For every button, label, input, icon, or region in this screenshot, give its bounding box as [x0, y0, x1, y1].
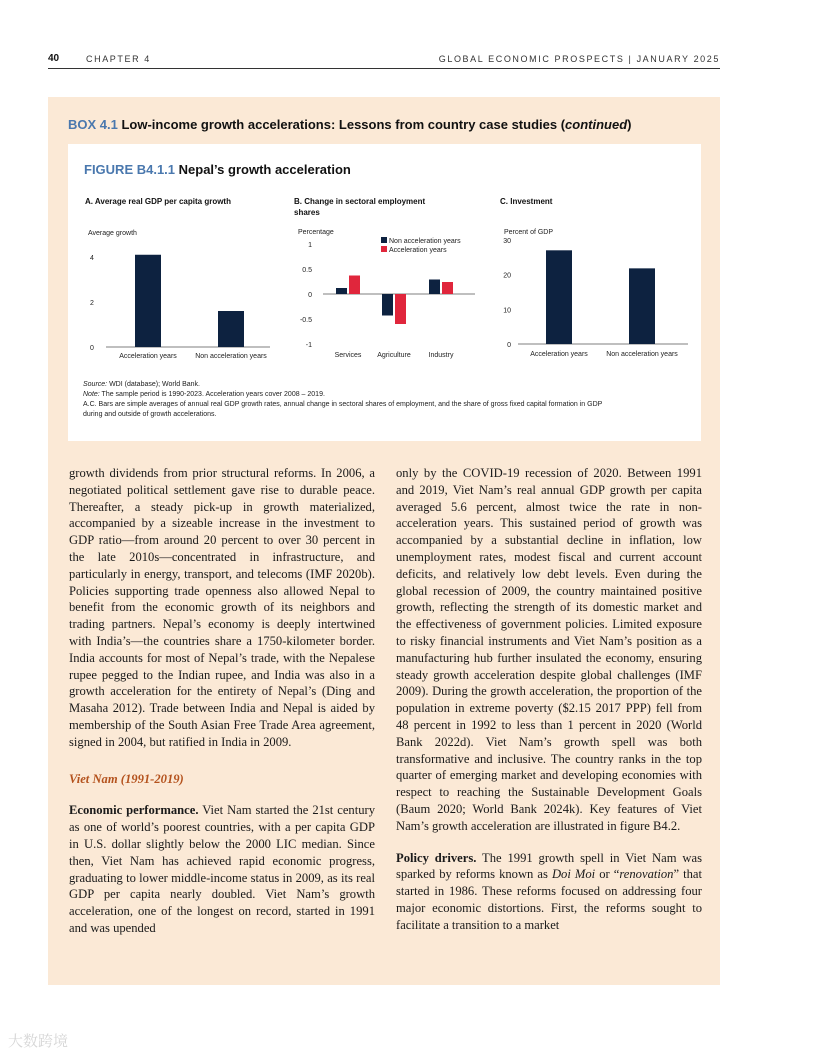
panel-b-xtick: Services	[334, 352, 362, 359]
box-title-continued: continued	[565, 117, 628, 132]
panel-c-xtick: Non acceleration years	[606, 351, 678, 358]
panel-a-ytick: 2	[90, 300, 94, 307]
left-paragraph-2-text: Viet Nam started the 21st century as one of world’s poorest countries, with a per capita GDP in U.S. dollar slightly below the 2000 LIC median. Since then, Viet Nam has achieved rapid economic progress, graduating to lower middle-income status in 2009, as its real GDP per capita nearly doubled. Viet Nam’s growth acceleration, one of the longest on record, started in 1991 and was upended	[69, 803, 376, 935]
panel-c-ytick: 0	[507, 342, 511, 349]
doi-moi-term: Doi Moi	[551, 867, 596, 882]
figure-source-notes	[83, 380, 693, 420]
panel-b-bar	[336, 288, 347, 294]
panel-b	[294, 197, 475, 359]
policy-text-c: ” that started in 1986. These reforms focused on addressing four major economic distortions. First, the reforms sought to facilitate a transition to a market	[396, 867, 702, 932]
renovation-term: renovation	[619, 867, 674, 882]
note-line-3: during and outside of growth accelerations.	[83, 411, 217, 418]
legend-non-acceleration: Non acceleration years	[389, 238, 461, 245]
policy-text-a: The 1991 growth spell in Viet Nam was sparked by reforms known as	[396, 850, 702, 882]
panel-a-xtick: Non acceleration years	[195, 353, 267, 360]
panel-c-bar	[546, 250, 572, 344]
panel-b-ylabel: Percentage	[298, 229, 334, 236]
panel-c-ylabel: Percent of GDP	[504, 229, 554, 236]
economic-performance-lead: Economic performance.	[69, 803, 199, 818]
panel-a-title: A. Average real GDP per capita growth	[85, 197, 231, 206]
panel-b-xtick: Industry	[428, 352, 454, 359]
legend-swatch-acceleration	[381, 246, 387, 252]
running-header	[48, 52, 720, 69]
panel-c-ytick: 20	[503, 272, 511, 280]
source-text: WDI (database); World Bank.	[107, 381, 200, 388]
watermark: 大数跨境	[8, 1032, 69, 1050]
panel-b-bar	[429, 280, 440, 295]
panel-a-ytick: 0	[90, 345, 94, 352]
panel-c-ytick: 30	[503, 237, 511, 245]
box-title	[68, 117, 631, 132]
panel-a	[85, 197, 270, 360]
note-label: Note:	[83, 391, 100, 398]
panel-b-ytick: 0	[308, 292, 312, 299]
legend-swatch-non-acceleration	[381, 237, 387, 243]
chapter-label: CHAPTER 4	[86, 54, 151, 64]
subhead-viet-nam: Viet Nam (1991-2019)	[69, 771, 184, 786]
page-number: 40	[48, 53, 60, 64]
right-paragraph-2	[396, 850, 702, 934]
panel-c-xtick: Acceleration years	[530, 351, 588, 358]
figure-title-text: Nepal’s growth acceleration	[175, 162, 351, 177]
panel-b-ytick: 0.5	[302, 267, 312, 274]
box-4-1	[48, 97, 720, 985]
left-paragraph-1: growth dividends from prior structural reforms. In 2006, a negotiated political settlement gave rise to durable peace. Thereafter, a steady pick-up in growth materialized, accompanied by a sizeable increase in the investment to GDP ratio—from around 20 percent to over 30 percent in the late 2010s—concentrated in infrastructure, and particularly in energy, transport, and telecoms (IMF 2020b). Policies supporting trade openness also allowed Nepal to benefit from the economic growth of its neighbors and trading partners. Nepal’s economy is deeply intertwined with India’s—the countries share a 1750-kilometer border. India accounts for most of Nepal’s trade, with the Nepalese rupee pegged to the Indian rupee, and India was also in a growth acceleration for the entirety of Nepal’s (Ding and Masaha 2012). Trade between India and Nepal is aided by membership of the South Asian Free Trade Area agreement, signed in 2004, but ratified in India in 2009.	[69, 466, 375, 749]
source-label: Source:	[83, 381, 108, 388]
panel-c	[500, 197, 688, 358]
panel-a-ylabel: Average growth	[88, 230, 137, 237]
publication-title: GLOBAL ECONOMIC PROSPECTS | JANUARY 2025	[438, 54, 720, 64]
panel-b-bar	[349, 276, 360, 295]
panel-b-bar	[442, 282, 453, 294]
panel-b-ytick: 1	[308, 242, 312, 249]
panel-b-title-line1: B. Change in sectoral employment	[294, 197, 426, 206]
box-title-close: )	[627, 117, 632, 132]
box-label: BOX 4.1	[68, 117, 118, 132]
left-paragraph-2	[69, 802, 375, 936]
panel-b-ytick: -0.5	[299, 317, 312, 324]
panel-c-title: C. Investment	[500, 197, 553, 206]
note-line-2: A.C. Bars are simple averages of annual real GDP growth rates, annual change in sectoral shares of employment, and the share of gross fixed capital formation in GDP	[83, 401, 603, 408]
panel-a-bar	[135, 255, 161, 347]
panel-b-bar	[395, 294, 406, 324]
figure-charts	[68, 144, 701, 379]
policy-drivers-lead: Policy drivers.	[396, 850, 477, 865]
left-column	[69, 465, 375, 937]
box-title-text: Low-income growth accelerations: Lessons from country case studies (	[117, 117, 566, 132]
right-column	[396, 465, 702, 934]
panel-c-bar	[629, 268, 655, 344]
panel-a-bar	[218, 311, 244, 347]
note-text: The sample period is 1990-2023. Acceleration years cover 2008 – 2019.	[99, 391, 325, 398]
figure-b4-1-1	[68, 144, 701, 441]
panel-b-bar	[382, 294, 393, 316]
panel-a-ytick: 4	[90, 255, 94, 262]
panel-a-xtick: Acceleration years	[119, 353, 177, 360]
panel-b-ytick: -1	[305, 342, 312, 349]
figure-label: FIGURE B4.1.1	[84, 162, 176, 177]
legend-acceleration: Acceleration years	[389, 247, 447, 254]
panel-b-xtick: Agriculture	[377, 352, 411, 359]
panel-b-title-line2: shares	[294, 208, 320, 217]
right-paragraph-1: only by the COVID-19 recession of 2020. Between 1991 and 2019, Viet Nam’s real annual GDP growth per capita averaged 5.6 percent, almost twice the rate in non-acceleration years. This sustained period of growth was accompanied by a substantial decline in inflation, low unemployment rates, modest fiscal and current account deficits, and relatively low debt levels. Even during the global recession of 2009, the country maintained positive growth, reflecting the strength of its domestic market and the effectiveness of government policies. Limited exposure to risky financial instruments and Viet Nam’s position as a manufacturing hub further insulated the economy, ensuring steady growth acceleration despite global challenges (IMF 2009). During the growth acceleration, the proportion of the population in extreme poverty ($2.15 2017 PPP) fell from 48 percent in 1992 to less than 1 percent in 2020 (World Bank 2022d). Viet Nam’s growth spell was both transformative and inclusive. The country ranks in the top quarter of emerging market and developing economies with respect to reaching the Sustainable Development Goals (Baum 2020; World Bank 2024k). Key features of Viet Nam’s growth acceleration are illustrated in figure B4.2.	[396, 466, 702, 833]
policy-text-b: or “	[595, 867, 620, 882]
panel-c-ytick: 10	[503, 307, 511, 315]
